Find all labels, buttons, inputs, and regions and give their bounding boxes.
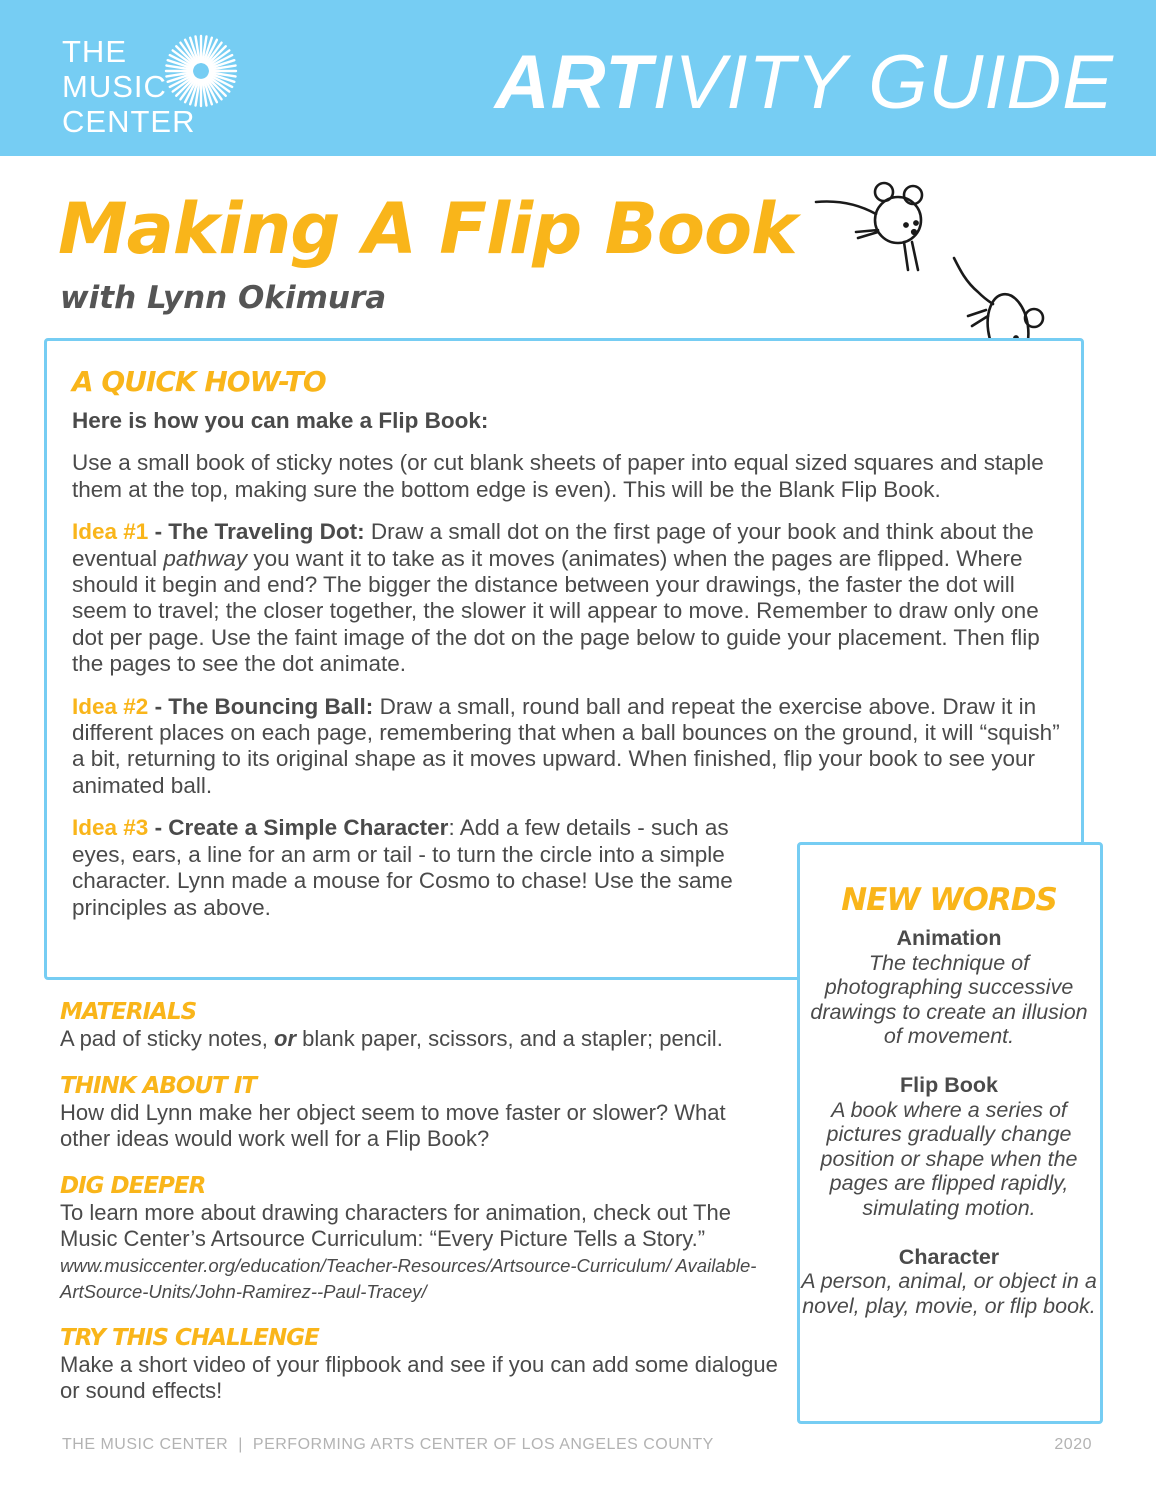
page-title: Making A Flip Book: [58, 188, 797, 270]
think-about-it-text: How did Lynn make her object seem to move faster or slower? What other ideas would work well for a Flip Book?: [60, 1100, 726, 1151]
activity-guide-title: [495, 38, 1114, 128]
footer-separator: |: [238, 1436, 243, 1453]
guide-title-rest: IVITY GUIDE: [652, 40, 1114, 125]
logo-line-the: THE: [62, 34, 127, 69]
footer: [62, 1436, 1092, 1454]
idea-1-text-before: Draw a small dot on the first page of your book and think about the eventual: [72, 519, 1034, 571]
idea-2-text: Draw a small, round ball and repeat the exercise above. Draw it in different places on each page, remembering that when a ball bounces on the ground, it will “squish” a bit, returning to its original shape as it moves upward. When finished, flip your book to see your animated ball.: [72, 693, 1060, 798]
how-to-section: [72, 358, 1062, 937]
definition-character: A person, animal, or object in a novel, play, movie, or flip book.: [801, 1269, 1097, 1318]
dig-deeper-text: To learn more about drawing characters for animation, check out The Music Center’s Artsource Curriculum: “Every Picture Tells a Story.”: [60, 1200, 731, 1251]
term-animation: Animation: [896, 926, 1002, 950]
term-character: Character: [898, 1244, 1000, 1269]
idea-1: [72, 519, 1062, 677]
idea-3-number: Idea #3: [72, 815, 149, 841]
materials-emphasis: or: [274, 1026, 297, 1051]
dig-deeper-block: [60, 1200, 780, 1304]
idea-1-text-after: you want it to take as it moves (animates) when the pages are flipped. Where should it begin and end? The bigger the distance between your drawings, the faster the dot will seem to travel; the closer together, the slower it will appear to move. Remember to draw only one dot per page. Use the faint image of the dot on the page below to guide your placement. Then flip the pages to see the dot animate.: [72, 545, 1040, 677]
logo-line-music: MUSIC: [62, 69, 167, 104]
curriculum-link[interactable]: www.musiccenter.org/education/Teacher-Resources/Artsource-Curriculum/ Available-ArtSource-Units/John-Ramirez--Paul-Tracey/: [60, 1255, 757, 1302]
how-to-intro: Here is how you can make a Flip Book:: [72, 408, 489, 433]
how-to-heading: A QUICK HOW-TO: [72, 365, 326, 398]
new-words-heading: NEW WORDS: [841, 882, 1057, 918]
idea-3: [72, 815, 742, 921]
page-subtitle: with Lynn Okimura: [60, 280, 387, 316]
idea-2-number: Idea #2: [72, 693, 149, 719]
definition-animation: The technique of photographing successive drawings to create an illusion of movement.: [810, 950, 1088, 1049]
footer-org: THE MUSIC CENTER: [62, 1436, 229, 1453]
materials-text-before: A pad of sticky notes,: [60, 1026, 275, 1051]
definition-flip-book: A book where a series of pictures gradually change position or shape when the pages are flipped rapidly, simulating motion.: [820, 1097, 1078, 1220]
term-flip-book: Flip Book: [900, 1072, 998, 1097]
idea-2: [72, 694, 1062, 800]
idea-3-text: : Add a few details - such as eyes, ears, a line for an arm or tail - to turn the circle into a simple character. Lynn made a mouse for Cosmo to chase! Use the same principles as above.: [72, 815, 733, 920]
challenge-text: Make a short video of your flipbook and see if you can add some dialogue or sound effects!: [60, 1352, 778, 1403]
dig-deeper-heading: DIG DEEPER: [60, 1173, 206, 1199]
sunburst-icon: [164, 34, 238, 108]
lower-sections: [60, 998, 780, 1424]
idea-1-emphasis: pathway: [163, 545, 248, 571]
idea-2-title: - The Bouncing Ball:: [148, 693, 374, 719]
challenge-heading: TRY THIS CHALLENGE: [60, 1325, 319, 1351]
music-center-logo: [62, 34, 252, 144]
logo-line-center: CENTER: [62, 104, 196, 139]
new-words-section: [800, 880, 1098, 1342]
materials-text: [60, 1026, 780, 1052]
footer-year: 2020: [1054, 1436, 1092, 1453]
how-to-paragraph: Use a small book of sticky notes (or cut blank sheets of paper into equal sized squares and staple them at the top, making sure the bottom edge is even). This will be the Blank Flip Book.: [72, 450, 1044, 502]
materials-text-after: blank paper, scissors, and a stapler; pencil.: [296, 1026, 723, 1051]
idea-1-number: Idea #1: [72, 519, 149, 545]
header-banner: [0, 0, 1156, 156]
guide-title-bold: ART: [494, 40, 653, 125]
idea-3-title: - Create a Simple Character: [148, 815, 449, 841]
idea-1-title: - The Traveling Dot:: [148, 519, 365, 545]
think-about-it-heading: THINK ABOUT IT: [60, 1073, 257, 1099]
materials-heading: MATERIALS: [60, 999, 197, 1025]
footer-tagline: PERFORMING ARTS CENTER OF LOS ANGELES COUNTY: [252, 1436, 714, 1453]
